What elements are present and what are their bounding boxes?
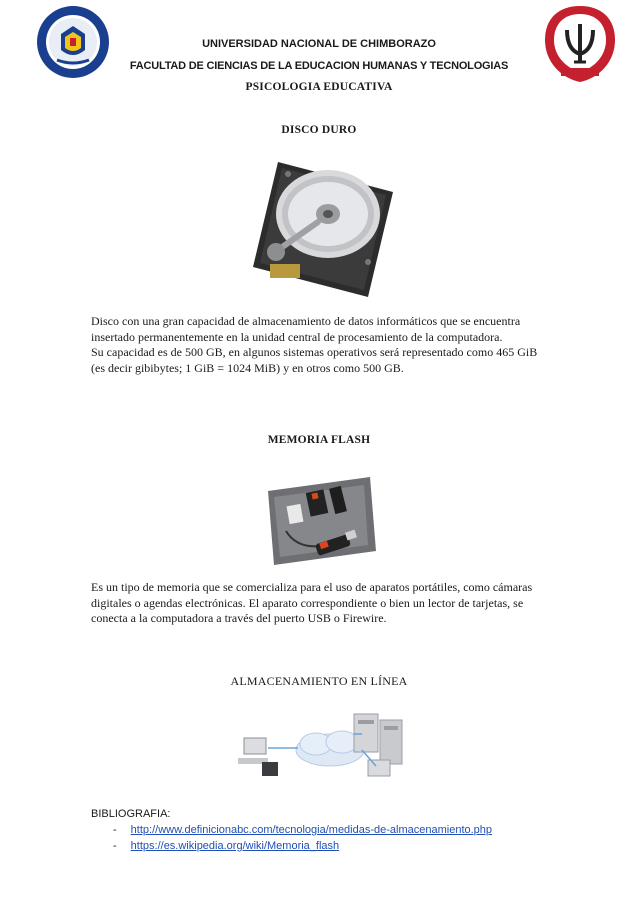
bibliography — [91, 808, 492, 852]
section-title-flash-memory: MEMORIA FLASH — [267, 434, 371, 446]
faculty-name: FACULTAD DE CIENCIAS DE LA EDUCACION HUMANAS Y TECNOLOGIAS — [129, 60, 509, 72]
online-storage-image — [236, 704, 406, 794]
flash-memory-image — [258, 467, 380, 567]
hard-disk-paragraph-2: Su capacidad es de 500 GB, en algunos sistemas operativos será representado como 465 GiB (es decir gibibytes; 1 GiB = 1024 MiB) y en otros como 500 GB. — [91, 345, 538, 375]
bullet-dash: - — [113, 840, 117, 852]
section-title-hard-disk: DISCO DURO — [281, 124, 357, 136]
university-name: UNIVERSIDAD NACIONAL DE CHIMBORAZO — [202, 38, 436, 50]
hard-disk-image — [248, 152, 398, 302]
bullet-dash: - — [113, 824, 117, 836]
hard-disk-description — [91, 314, 551, 376]
hard-disk-paragraph-1: Disco con una gran capacidad de almacenamiento de datos informáticos que se encuentra insertado permanentemente en la unidad central de procesamiento de la computadora. — [91, 314, 521, 344]
bibliography-link-definicionabc[interactable]: http://www.definicionabc.com/tecnologia/medidas-de-almacenamiento.php — [130, 824, 493, 836]
program-name: PSICOLOGIA EDUCATIVA — [245, 81, 393, 93]
flash-memory-description: Es un tipo de memoria que se comercializa para el uso de aparatos portátiles, como cámaras digitales o agendas electrónicas. El aparato correspondiente o bien un lector de tarjetas, se conecta a la computadora a través del puerto USB o Firewire. — [91, 580, 533, 625]
bibliography-label: BIBLIOGRAFIA: — [91, 808, 171, 820]
bibliography-link-wikipedia[interactable]: https://es.wikipedia.org/wiki/Memoria_flash — [130, 840, 340, 852]
section-title-online-storage: ALMACENAMIENTO EN LÍNEA — [230, 674, 408, 688]
bibliography-item — [91, 840, 492, 852]
bibliography-item — [91, 824, 492, 836]
